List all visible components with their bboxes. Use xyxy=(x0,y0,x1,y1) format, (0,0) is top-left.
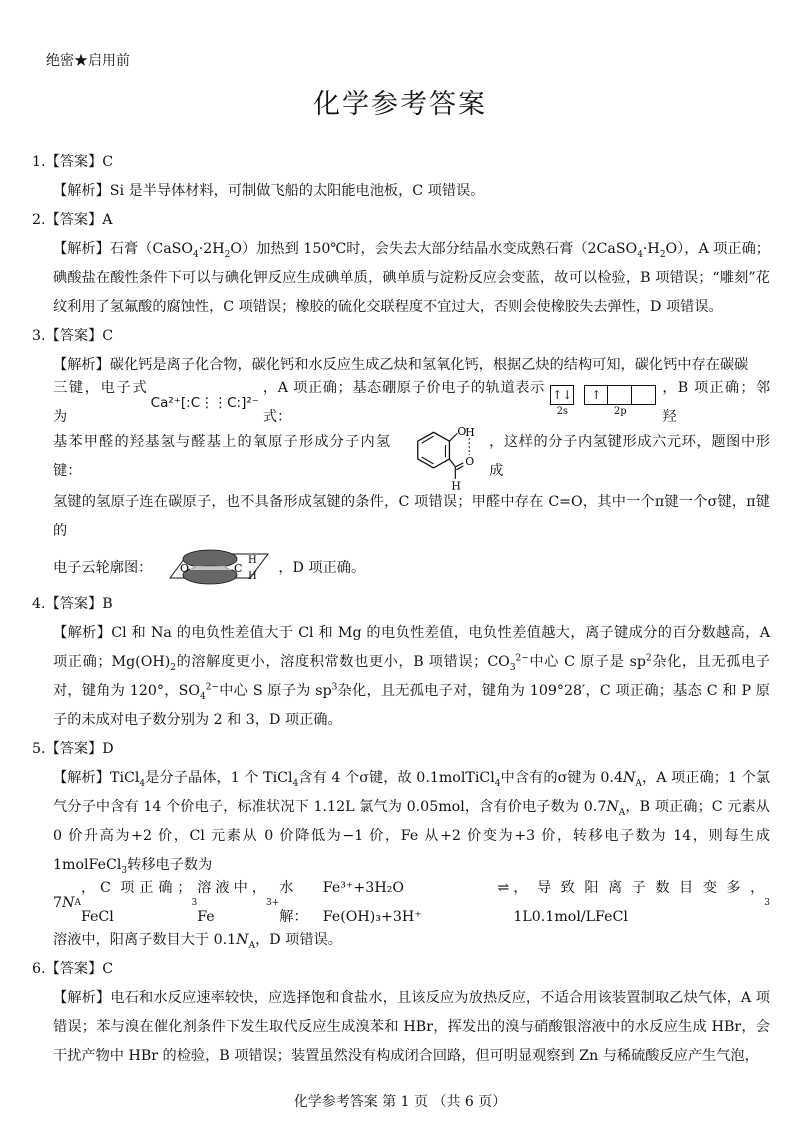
q3-line-4: 氢键的氢原子连在碳原子，也不具备形成氢键的条件，C 项错误；甲醛中存在 C=O，其中一个π键一个σ键，π键的 xyxy=(53,494,770,539)
q3-line-1: 【解析】碳化钙是离子化合物，碳化钙和水反应生成乙炔和氢氧化钙，根据乙炔的结构可知，碳化钙中存在碳碳 xyxy=(53,357,749,373)
question-5-analysis: 【解析】TiCl$_4$是分子晶体，1 个 TiCl$_4$含有 4 个σ键，故 0.1molTiCl$_4$中含有的σ键为 $0.4N_A$，A 项正确；1 个氯气分子中含有 14 个价电子，标准状况下 1.12L 氯气为 0.05mol，含有价电子数为 $0.7N_A$，B 项正确；C 元素从 0 价升高为+2 价，Cl 元素从 0 价降低为−1 价，Fe 从+2 价变为+3 价，转移电子数为 14，则每生成 1molFeCl$_3$转移电子数为 7 N A ，C 项正确；FeCl 3 溶液中，Fe 3+ 水解： Fe³⁺+3H₂O ⇌ Fe(OH)₃+3H⁺ ，导致阳离子数目变多，1L0.1mol/LFeCl 3 溶液中，阳离子数目大于 $0.1N_A$，D 项错误。 xyxy=(53,770,771,951)
boron-orbital-diagram xyxy=(550,385,656,418)
mol-o-bottom: O xyxy=(465,454,475,468)
cloud-h1: H xyxy=(248,555,258,566)
question-3-answer: 3.【答案】C xyxy=(32,328,114,344)
question-1-answer: 1.【答案】C xyxy=(32,154,114,170)
orbital-2s-box: ↑↓ xyxy=(550,385,574,405)
mol-h-bottom: H xyxy=(451,479,461,493)
answer-content xyxy=(32,148,770,1071)
page-title: 化学参考答案 xyxy=(313,89,487,120)
cloud-c: C xyxy=(234,562,243,575)
page-footer: 化学参考答案 第 1 页 （共 6 页） xyxy=(293,1094,507,1110)
mol-o-top: O xyxy=(457,425,467,439)
mol-h-top: H xyxy=(465,426,475,440)
orbital-2p-box-3 xyxy=(632,385,656,405)
orbital-2p-box-2 xyxy=(608,385,632,405)
q5-equation-line: 7 N A ，C 项正确；FeCl 3 溶液中，Fe 3+ 水解： Fe³⁺+3H₂O ⇌ Fe(OH)₃+3H⁺ ，导致阳离子数目变多，1L0.1mol/LFeCl 3 xyxy=(53,880,770,926)
question-6-analysis: 【解析】电石和水反应速率较快，应选择饱和食盐水，且该反应为放热反应，不适合用该装置制取乙炔气体，A 项错误；苯与溴在催化剂条件下发生取代反应生成溴苯和 HBr，挥发出的溴与硝酸银溶液中的水反应生成 HBr，会干扰产物中 HBr 的检验，B 项错误；装置虽然没有构成闭合回路，但可明显观察到 Zn 与稀硫酸反应产生气泡， xyxy=(53,990,770,1064)
orbital-2p-label: 2p xyxy=(613,405,627,417)
question-3-analysis xyxy=(53,351,770,590)
calcium-carbide-electron-formula: Ca²⁺[:C⋮⋮C:]²⁻ xyxy=(150,394,259,411)
q3-line-3: 基苯甲醛的羟基氢与醛基上的氧原子形成分子内氢键： O H O H ，这样的分子内氢键形成六元环，题图中形成 xyxy=(53,426,770,488)
q3-line-5: 电子云轮廓图： O C H H ，D 项正确。 xyxy=(53,546,770,590)
confidential-label: 绝密★启用前 xyxy=(46,53,130,69)
question-6-answer: 6.【答案】C xyxy=(32,961,114,977)
question-2-analysis: 【解析】石膏$(CaSO_4\cdot 2H_2O)$加热到 150℃时，会失去大部分结晶水变成熟石膏$(2CaSO_4\cdot H_2O)$，A 项正确；碘酸盐在酸性条件下可以与碘化钾反应生成碘单质，碘单质与淀粉反应会变蓝，故可以检验，B 项错误；“雕刻”花纹利用了氢氟酸的腐蚀性，C 项错误；橡胶的硫化交联程度不宜过大，否则会使橡胶失去弹性，D 项错误。 xyxy=(53,241,770,315)
cloud-h2: H xyxy=(248,571,258,582)
question-1-analysis: 【解析】Si 是半导体材料，可制做飞船的太阳能电池板，C 项错误。 xyxy=(53,183,485,199)
salicylaldehyde-structure-icon xyxy=(394,421,485,493)
cloud-o: O xyxy=(180,562,190,575)
question-2-answer: 2.【答案】A xyxy=(32,212,113,228)
orbital-2p-box-1: ↑ xyxy=(584,385,608,405)
question-4-analysis: 【解析】Cl 和 Na 的电负性差值大于 Cl 和 Mg 的电负性差值，电负性差值越大，离子键成分的百分数越高，A 项正确；$Mg(OH)_2$的溶解度更小，溶度积常数也更小，B 项错误；$CO_3^{2-}$中心 C 原子是 $sp^2$杂化，且无孤电子对，键角为 120°，$SO_4^{2-}$中心 S 原子为 $sp^3$杂化，且无孤电子对，键角为 109°28′，C 项正确；基态 C 和 P 原子的未成对电子数分别为 2 和 3，D 项正确。 xyxy=(53,625,770,728)
q3-line-2: 三键，电子式为 Ca²⁺[:C⋮⋮C:]²⁻ ，A 项正确；基态硼原子价电子的轨道表示式： ↑↓ 2s ↑ 2p ，B 项正确；邻羟 xyxy=(53,380,771,425)
question-5-answer: 5.【答案】D xyxy=(32,741,114,757)
hydrolysis-equation: Fe³⁺+3H₂O ⇌ Fe(OH)₃+3H⁺ xyxy=(322,880,510,925)
orbital-2s-label: 2s xyxy=(556,405,569,417)
question-4-answer: 4.【答案】B xyxy=(32,596,113,612)
pi-bond-cloud-icon xyxy=(156,548,274,588)
